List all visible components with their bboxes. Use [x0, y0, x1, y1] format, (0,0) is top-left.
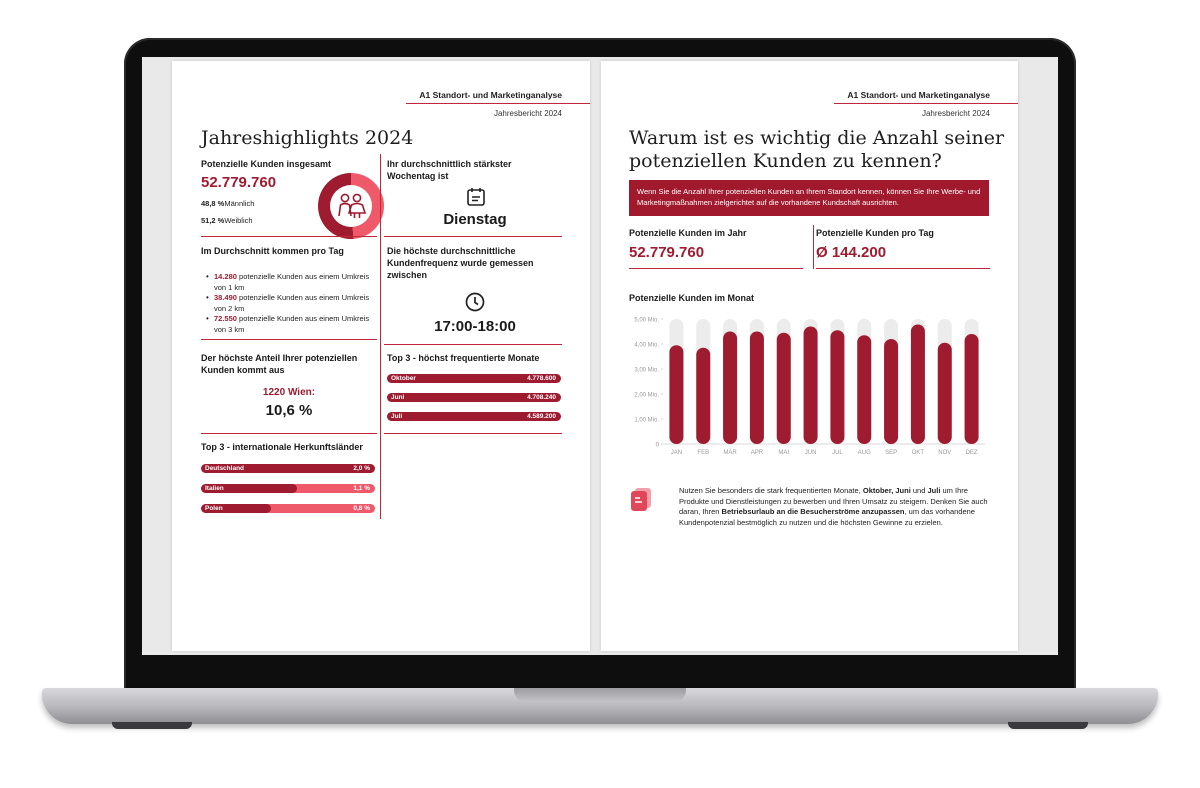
- header-subtitle: Jahresbericht 2024: [921, 109, 990, 118]
- month-value: 4.778.600: [527, 375, 556, 382]
- document-viewer[interactable]: [142, 57, 1058, 655]
- month-bar: [387, 412, 561, 421]
- people-icon: [330, 185, 372, 227]
- country-value: 1,1 %: [353, 485, 370, 492]
- bar: [804, 327, 818, 445]
- x-tick-label: AUG: [857, 450, 871, 456]
- note-text: und: [910, 486, 928, 495]
- potential-label: Potenzielle Kunden insgesamt: [201, 159, 332, 169]
- y-tick-label: 3,00 Mio.: [634, 367, 659, 374]
- column-divider: [813, 225, 814, 269]
- section-rule: [384, 344, 562, 345]
- country-name: Italien: [205, 485, 224, 492]
- male-stat: [201, 199, 254, 208]
- bar: [777, 333, 791, 444]
- month-name: Juli: [391, 413, 403, 420]
- bar: [696, 348, 710, 444]
- year-value: 52.779.760: [629, 244, 705, 261]
- avg-text: potenzielle Kunden aus einem Umkreis von 3 km: [214, 314, 370, 334]
- month-bar: [387, 374, 561, 383]
- header-rule: [406, 103, 590, 104]
- country-bar: [201, 484, 375, 493]
- country-bar: [201, 464, 375, 473]
- title-line: potenziellen Kunden zu kennen?: [629, 150, 942, 172]
- avg-num: 38.490: [214, 293, 237, 302]
- male-pct: 48,8 %: [201, 199, 225, 208]
- header-subtitle: Jahresbericht 2024: [493, 109, 562, 118]
- x-tick-label: SEP: [885, 450, 898, 456]
- male-label: Männlich: [224, 199, 255, 208]
- x-tick-label: APR: [750, 450, 764, 456]
- document-hint-icon: [629, 486, 653, 512]
- column-divider: [380, 154, 381, 519]
- x-tick-label: JUN: [804, 450, 817, 456]
- note-bold: Betriebsurlaub an die Besucherströme anzupassen: [721, 507, 905, 516]
- x-tick-label: FEB: [697, 450, 710, 456]
- bar: [965, 334, 979, 444]
- y-tick-label: 2,00 Mio.: [634, 392, 659, 399]
- section-rule: [201, 433, 377, 434]
- gender-donut-chart: [318, 173, 384, 239]
- country-bar: [201, 504, 375, 513]
- potential-value: 52.779.760: [201, 174, 277, 191]
- x-tick-label: JUL: [832, 450, 843, 456]
- x-tick-label: DEZ: [965, 450, 978, 456]
- monthly-bar-chart: [625, 311, 995, 461]
- laptop-foot: [112, 722, 192, 729]
- avg-day-label: Im Durchschnitt kommen pro Tag: [201, 246, 344, 256]
- year-label: Potenzielle Kunden im Jahr: [629, 228, 747, 238]
- bar: [884, 339, 898, 444]
- note-bold: Juli: [927, 486, 941, 495]
- clock-icon: [464, 291, 486, 313]
- month-value: 4.589.200: [527, 413, 556, 420]
- section-rule: [629, 268, 803, 269]
- y-tick-label: 1,00 Mio.: [634, 417, 659, 424]
- section-rule: [384, 433, 562, 434]
- page-left: [172, 61, 590, 651]
- bar: [723, 332, 737, 445]
- list-item: [206, 314, 376, 335]
- laptop-notch: [514, 688, 686, 702]
- y-tick-label: 5,00 Mio.: [634, 317, 659, 324]
- day-label: Potenzielle Kunden pro Tag: [816, 228, 934, 238]
- list-item: [206, 293, 376, 314]
- share-value: 10,6 %: [265, 402, 313, 419]
- list-item: [206, 272, 376, 293]
- x-tick-label: MAI: [778, 450, 790, 456]
- month-name: Oktober: [391, 375, 416, 382]
- share-place: 1220 Wien:: [262, 387, 316, 398]
- page-title: [629, 127, 1004, 173]
- freq-value: 17:00-18:00: [434, 318, 516, 335]
- header-title: A1 Standort- und Marketinganalyse: [419, 90, 562, 100]
- country-name: Polen: [205, 505, 223, 512]
- info-box: Wenn Sie die Anzahl Ihrer potenziellen Kunden an Ihrem Standort kennen, können Sie Ihre Werbe- und Marketingmaßnahmen zielgerichtet auf die vorhandene Kundschaft ausrichten.: [629, 180, 989, 216]
- share-label: Der höchste Anteil Ihrer potenziellen Kunden kommt aus: [201, 353, 358, 375]
- country-name: Deutschland: [205, 465, 245, 472]
- y-tick-label: 0: [655, 442, 659, 449]
- bar: [669, 345, 683, 444]
- header-rule: [834, 103, 1018, 104]
- section-rule: [384, 236, 562, 237]
- section-rule: [816, 268, 990, 269]
- x-tick-label: NOV: [938, 450, 952, 456]
- laptop-foot: [1008, 722, 1088, 729]
- country-value: 2,0 %: [353, 465, 370, 472]
- page-title: Jahreshighlights 2024: [201, 127, 414, 149]
- x-tick-label: MÄR: [723, 450, 737, 456]
- bar: [911, 325, 925, 445]
- title-line: Warum ist es wichtig die Anzahl seiner: [629, 127, 1005, 149]
- month-value: 4.708.240: [527, 394, 556, 401]
- page-right: [601, 61, 1018, 651]
- female-label: Weiblich: [224, 216, 253, 225]
- bar: [938, 343, 952, 444]
- month-name: Juni: [391, 394, 405, 401]
- x-tick-label: OKT: [911, 450, 925, 456]
- top-countries-label: Top 3 - internationale Herkunftsländer: [201, 442, 363, 452]
- freq-label: Die höchste durchschnittliche Kundenfrequenz wurde gemessen zwischen: [387, 246, 534, 280]
- weekday-label: Ihr durchschnittlich stärkster Wochentag ist: [387, 159, 512, 181]
- note-bold: Oktober, Juni: [862, 486, 911, 495]
- bar: [857, 335, 871, 444]
- section-rule: [201, 236, 377, 237]
- y-tick-label: 4,00 Mio.: [634, 342, 659, 349]
- month-bar: [387, 393, 561, 402]
- weekday-value: Dienstag: [443, 211, 507, 228]
- x-tick-label: JAN: [670, 450, 683, 456]
- country-value: 0,8 %: [353, 505, 370, 512]
- note-text: , um das vorhandene Kundenpotenzial bestmöglich zu nutzen und die höchsten Gewinne zu erzielen.: [679, 507, 975, 527]
- avg-text: potenzielle Kunden aus einem Umkreis von 1 km: [214, 272, 370, 292]
- donut-hole: [330, 185, 372, 227]
- calendar-icon: [465, 186, 487, 208]
- chart-title: Potenzielle Kunden im Monat: [629, 293, 755, 303]
- note-text: Nutzen Sie besonders die stark frequentierten Monate,: [679, 486, 863, 495]
- avg-text: potenzielle Kunden aus einem Umkreis von 2 km: [214, 293, 370, 313]
- bar: [830, 330, 844, 444]
- section-rule: [201, 339, 377, 340]
- note-text: um Ihre Produkte und Dienstleistungen zu bewerben und Ihren Umsatz zu steigern. Denken Sie auch daran, Ihren: [679, 486, 988, 516]
- female-pct: 51,2 %: [201, 216, 225, 225]
- avg-day-list: [206, 272, 376, 335]
- bar: [750, 332, 764, 445]
- hint-text: [679, 486, 999, 528]
- avg-num: 14.280: [214, 272, 237, 281]
- day-value: Ø 144.200: [816, 244, 887, 261]
- header-title: A1 Standort- und Marketinganalyse: [847, 90, 990, 100]
- female-stat: [201, 216, 253, 225]
- top-months-label: Top 3 - höchst frequentierte Monate: [387, 353, 540, 363]
- avg-num: 72.550: [214, 314, 237, 323]
